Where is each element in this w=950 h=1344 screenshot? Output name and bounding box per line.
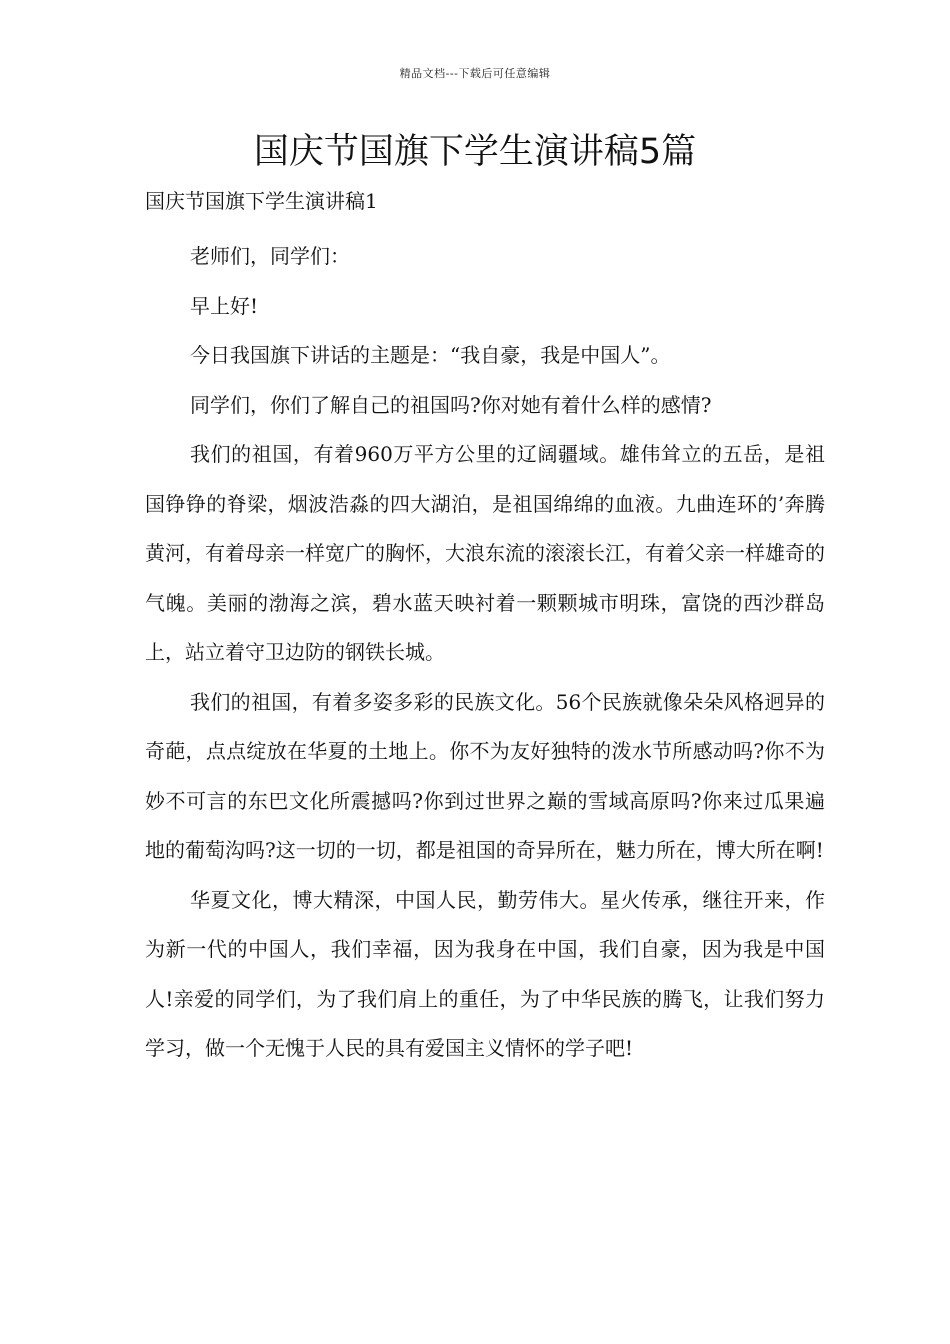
paragraph-greeting: 老师们，同学们： [190,244,350,268]
paragraph-territory: 我们的祖国，有着960万平方公里的辽阔疆域。雄伟耸立的五岳，是祖国铮铮的脊梁，烟波浩淼的四大湖泊，是祖国绵绵的血液。九曲连环的’奔腾黄河，有着母亲一样宽广的胸怀，大浪东流的滚滚长江，有着父亲一样雄奇的气魄。美丽的渤海之滨，碧水蓝天映衬着一颗颗城市明珠，富饶的西沙群岛上，站立着守卫边防的钢铁长城。 [145,442,825,664]
document-title: 国庆节国旗下学生演讲稿5篇 [253,132,697,172]
paragraph-culture: 我们的祖国，有着多姿多彩的民族文化。56个民族就像朵朵风格迥异的奇葩，点点绽放在华夏的土地上。你不为友好独特的泼水节所感动吗?你不为妙不可言的东巴文化所震撼吗?你到过世界之巅的雪域高原吗?你来过瓜果遍地的葡萄沟吗?这一切的一切，都是祖国的奇异所在，魅力所在，博大所在啊! [145,689,825,862]
body-text [145,232,825,1074]
paragraph-question: 同学们，你们了解自己的祖国吗?你对她有着什么样的感情? [190,392,712,417]
paragraph-topic: 今日我国旗下讲话的主题是：“我自豪，我是中国人”。 [190,343,671,367]
paragraph-good-morning: 早上好! [190,293,259,318]
section-subtitle: 国庆节国旗下学生演讲稿1 [145,189,378,213]
header-note: 精品文档---下载后可任意编辑 [399,67,551,80]
paragraph-conclusion: 华夏文化，博大精深，中国人民，勤劳伟大。星火传承，继往开来，作为新一代的中国人，我们幸福，因为我身在中国，我们自豪，因为我是中国人!亲爱的同学们，为了我们肩上的重任，为了中华民族的腾飞，让我们努力学习，做一个无愧于人民的具有爱国主义情怀的学子吧! [145,887,825,1060]
